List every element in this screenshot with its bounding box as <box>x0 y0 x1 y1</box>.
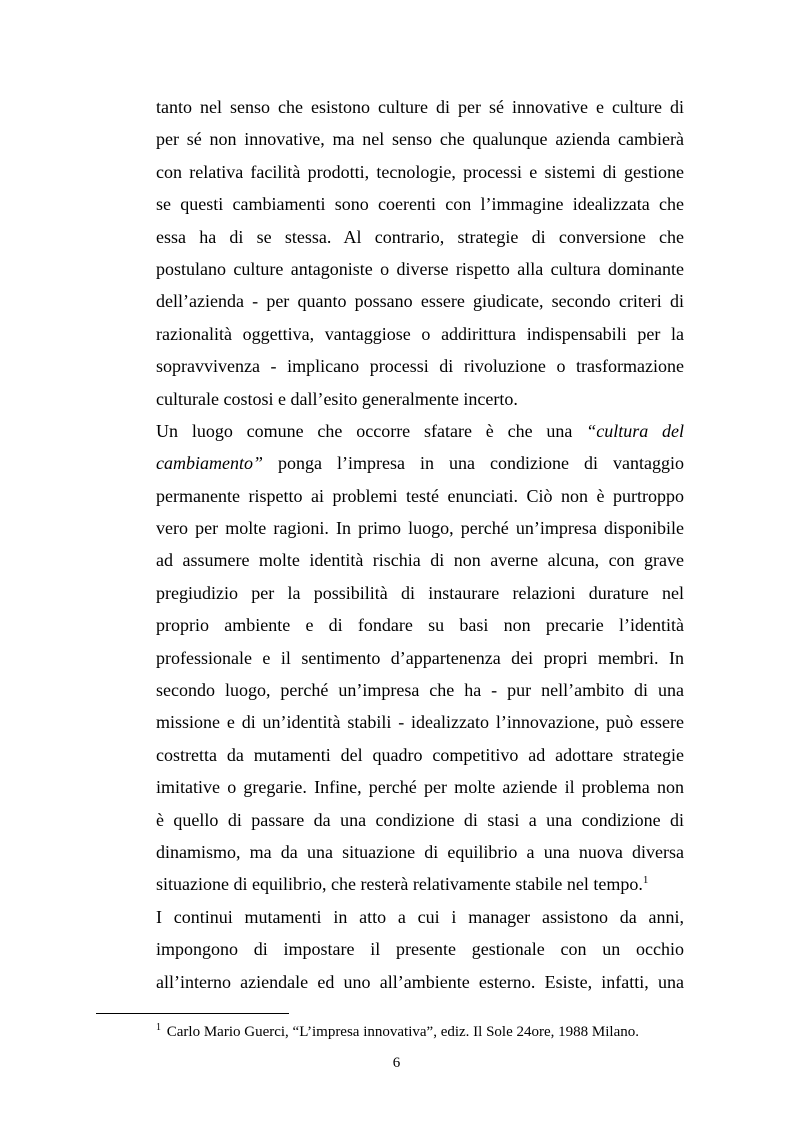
text-line: permanente rispetto ai problemi testé enunciati. Ciò non è purtroppo <box>156 485 684 506</box>
text-line: essa ha di se stessa. Al contrario, strategie di conversione che <box>156 226 684 247</box>
text-line: dinamismo, ma da una situazione di equilibrio a una nuova diversa <box>156 841 684 862</box>
text-line: all’interno aziendale ed uno all’ambiente esterno. Esiste, infatti, una <box>156 971 684 992</box>
text-line: proprio ambiente e di fondare su basi non precarie l’identità <box>156 615 684 636</box>
text-line: è quello di passare da una condizione di stasi a una condizione di <box>156 809 684 830</box>
text-line: ad assumere molte identità rischia di non averne alcuna, con grave <box>156 550 684 571</box>
text-line: culturale costosi e dall’esito generalmente incerto. <box>156 388 518 409</box>
text-line: pregiudizio per la possibilità di instaurare relazioni durature nel <box>156 582 684 603</box>
text-line <box>156 415 684 447</box>
main-text <box>156 91 684 998</box>
text-line: postulano culture antagoniste o diverse rispetto alla cultura dominante <box>156 258 684 279</box>
text-line: per sé non innovative, ma nel senso che qualunque azienda cambierà <box>156 129 684 150</box>
footnote-separator <box>96 1013 289 1014</box>
text-line: I continui mutamenti in atto a cui i manager assistono da anni, <box>156 906 684 927</box>
text-line: impongono di impostare il presente gestionale con un occhio <box>156 939 684 960</box>
italic-text: “cultura del <box>586 420 685 441</box>
text-line: vero per molte ragioni. In primo luogo, perché un’impresa disponibile <box>156 518 684 539</box>
text-run: situazione di equilibrio, che resterà relativamente stabile nel tempo. <box>156 874 643 895</box>
paragraph-3 <box>156 901 684 998</box>
text-line: missione e di un’identità stabili - idealizzato l’innovazione, può essere <box>156 712 684 733</box>
text-line: tanto nel senso che esistono culture di per sé innovative e culture di <box>156 97 684 117</box>
paragraph-1 <box>156 91 684 415</box>
text-run: Un luogo comune che occorre sfatare è che una <box>156 420 587 441</box>
text-line: secondo luogo, perché un’impresa che ha - pur nell’ambito di una <box>156 680 684 701</box>
footnote-text: Carlo Mario Guerci, “L’impresa innovativa”, ediz. Il Sole 24ore, 1988 Milano. <box>163 1024 639 1040</box>
text-line: con relativa facilità prodotti, tecnologie, processi e sistemi di gestione <box>156 161 684 182</box>
text-line <box>156 447 684 479</box>
text-line: razionalità oggettiva, vantaggiose o addirittura indispensabili per la <box>156 323 684 344</box>
text-line: imitative o gregarie. Infine, perché per molte aziende il problema non <box>156 777 684 798</box>
text-line: sopravvivenza - implicano processi di rivoluzione o trasformazione <box>156 356 684 377</box>
page-number: 6 <box>392 1055 401 1071</box>
paragraph-2 <box>156 415 684 901</box>
text-line: se questi cambiamenti sono coerenti con l’immagine idealizzata che <box>156 194 684 215</box>
footnote-number: 1 <box>156 1022 161 1033</box>
text-line: dell’azienda - per quanto possano essere giudicate, secondo criteri di <box>156 291 684 312</box>
footnote-reference[interactable]: 1 <box>642 874 649 887</box>
text-line <box>156 868 684 900</box>
text-line: costretta da mutamenti del quadro competitivo ad adottare strategie <box>156 744 684 765</box>
text-line: professionale e il sentimento d’appartenenza dei propri membri. In <box>156 647 684 668</box>
italic-text: cambiamento” <box>156 453 263 474</box>
footnote <box>156 1022 716 1042</box>
text-run: ponga l’impresa in una condizione di vantaggio <box>263 453 684 474</box>
